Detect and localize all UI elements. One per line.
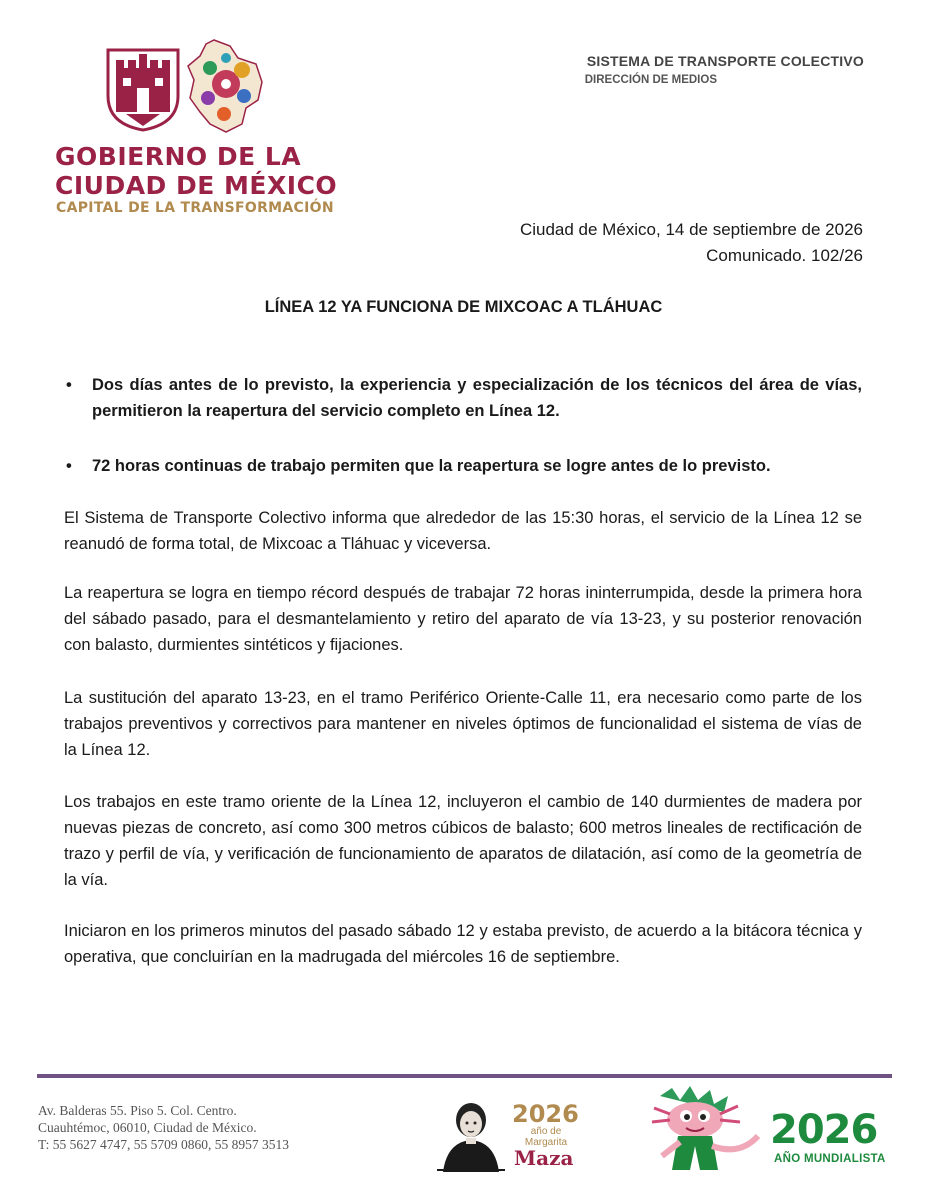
address-line: Cuauhtémoc, 06010, Ciudad de México.	[38, 1120, 257, 1135]
margarita-maza-portrait-icon	[433, 1098, 509, 1177]
maza-subtitle	[521, 1126, 571, 1148]
address-line: Av. Balderas 55. Piso 5. Col. Centro.	[38, 1103, 237, 1118]
dateline: Ciudad de México, 14 de septiembre de 2026	[519, 220, 863, 239]
government-title-line2: CIUDAD DE MÉXICO	[55, 171, 338, 200]
body-paragraph: El Sistema de Transporte Colectivo informa que alrededor de las 15:30 horas, el servicio de la Línea 12 se reanudó de forma total, de Mixcoac a Tláhuac y viceversa.	[64, 509, 862, 553]
body-paragraph: La sustitución del aparato 13-23, en el tramo Periférico Oriente-Calle 11, era necesario como parte de los trabajos preventivos y correctivos para mantener en niveles óptimos de funcionalidad el sistema de vías de la Línea 12.	[64, 689, 862, 759]
mundial-year: 2026	[770, 1107, 878, 1153]
maza-subtitle-line1: año de	[530, 1126, 562, 1137]
maza-year: 2026	[512, 1100, 579, 1128]
cdmx-map-logo	[186, 38, 266, 139]
bullet-text: Dos días antes de lo previsto, la experiencia y especialización de los técnicos del área de vías, permitieron la reapertura del servicio completo en Línea 12.	[92, 376, 862, 420]
government-title-line1: GOBIERNO DE LA	[55, 142, 302, 171]
address-phone-line: T: 55 5627 4747, 55 5709 0860, 55 8957 3513	[38, 1137, 289, 1152]
cdmx-shield-logo	[106, 48, 180, 137]
bullet-item	[66, 372, 862, 424]
axolotl-mascot-icon	[640, 1086, 766, 1179]
government-slogan: CAPITAL DE LA TRANSFORMACIÓN	[56, 200, 334, 216]
maza-name: Maza	[514, 1146, 574, 1170]
page-title: LÍNEA 12 YA FUNCIONA DE MIXCOAC A TLÁHUAC	[264, 298, 663, 316]
body-paragraph: Los trabajos en este tramo oriente de la Línea 12, incluyeron el cambio de 140 durmientes de madera por nuevas piezas de concreto, así como 300 metros cúbicos de balasto; 600 metros lineales de rectificación de trazo y perfil de vía, y verificación de funcionamiento de aparatos de dilatación, así como de la geometría de la vía.	[64, 793, 862, 889]
bullet-item	[66, 453, 862, 479]
bullet-icon: •	[66, 376, 72, 394]
communique-number: Comunicado. 102/26	[706, 246, 863, 265]
body-paragraph: Iniciaron en los primeros minutos del pasado sábado 12 y estaba previsto, de acuerdo a la bitácora técnica y operativa, que concluirían en la madrugada del miércoles 16 de septiembre.	[64, 922, 862, 966]
bullet-text: 72 horas continuas de trabajo permiten que la reapertura se logre antes de lo previsto.	[92, 457, 771, 475]
organization-title: SISTEMA DE TRANSPORTE COLECTIVO	[586, 53, 864, 69]
mundial-subtitle: AÑO MUNDIALISTA	[774, 1153, 886, 1165]
body-paragraph: La reapertura se logra en tiempo récord después de trabajar 72 horas ininterrumpida, desde la primera hora del sábado pasado, para el desmantelamiento y retiro del aparato de vía 13-23, y su posterior renovación con balasto, durmientes sintéticos y fijaciones.	[64, 584, 862, 654]
maza-subtitle-line2: Margarita	[524, 1137, 568, 1148]
bullet-icon: •	[66, 457, 72, 475]
footer-divider	[37, 1074, 892, 1078]
organization-subtitle: DIRECCIÓN DE MEDIOS	[584, 74, 717, 86]
